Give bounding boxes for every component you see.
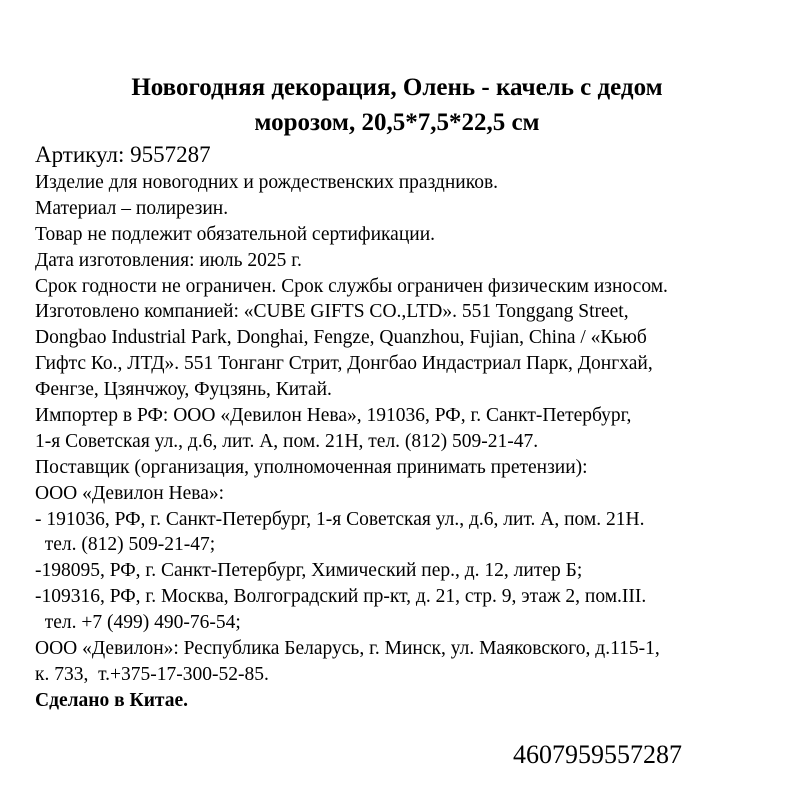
certification-line: Товар не подлежит обязательной сертификации. — [35, 223, 436, 245]
manufacturer-line-3: Гифтс Ко., ЛТД». 551 Тонганг Стрит, Донгбао Индастриал Парк, Донгхай, — [35, 353, 653, 375]
supplier-phone-1: тел. (812) 509-21-47; — [35, 534, 216, 556]
article-number: Артикул: 9557287 — [35, 142, 211, 167]
product-description — [35, 170, 775, 714]
shelf-life-line: Срок годности не ограничен. Срок службы ограничен физическим износом. — [35, 275, 668, 297]
supplier-address-1: - 191036, РФ, г. Санкт-Петербург, 1-я Советская ул., д.6, лит. А, пом. 21Н. — [35, 508, 645, 530]
belarus-supplier-line-1: ООО «Девилон»: Республика Беларусь, г. Минск, ул. Маяковского, д.115-1, — [35, 638, 660, 660]
supplier-address-2: -198095, РФ, г. Санкт-Петербург, Химический пер., д. 12, литер Б; — [35, 560, 583, 582]
product-title-line-1: Новогодняя декорация, Олень - качель с дедом — [131, 74, 663, 101]
supplier-address-3: -109316, РФ, г. Москва, Волгоградский пр-кт, д. 21, стр. 9, этаж 2, пом.III. — [35, 586, 647, 608]
supplier-name: ООО «Девилон Нева»: — [35, 482, 225, 504]
product-title — [0, 70, 794, 140]
made-in-china: Сделано в Китае. — [35, 689, 189, 711]
manufacture-date-line: Дата изготовления: июль 2025 г. — [35, 249, 302, 271]
supplier-phone-3: тел. +7 (499) 490-76-54; — [35, 612, 241, 634]
barcode-number: 4607959557287 — [513, 740, 682, 769]
product-title-line-2: морозом, 20,5*7,5*22,5 см — [254, 109, 540, 136]
importer-line-1: Импортер в РФ: ООО «Девилон Нева», 191036, РФ, г. Санкт-Петербург, — [35, 405, 632, 427]
manufacturer-line-2: Dongbao Industrial Park, Donghai, Fengze, Quanzhou, Fujian, China / «Кьюб — [35, 327, 647, 349]
manufacturer-line-1: Изготовлено компанией: «CUBE GIFTS CO.,LTD». 551 Tonggang Street, — [35, 301, 629, 323]
supplier-heading: Поставщик (организация, уполномоченная принимать претензии): — [35, 456, 588, 478]
manufacturer-line-4: Фенгзе, Цзянчжоу, Фуцзянь, Китай. — [35, 379, 332, 401]
material-line: Материал – полирезин. — [35, 197, 229, 219]
importer-line-2: 1-я Советская ул., д.6, лит. А, пом. 21Н, тел. (812) 509-21-47. — [35, 430, 539, 452]
belarus-supplier-line-2: к. 733, т.+375-17-300-52-85. — [35, 663, 269, 685]
purpose-line: Изделие для новогодних и рождественских праздников. — [35, 172, 499, 193]
